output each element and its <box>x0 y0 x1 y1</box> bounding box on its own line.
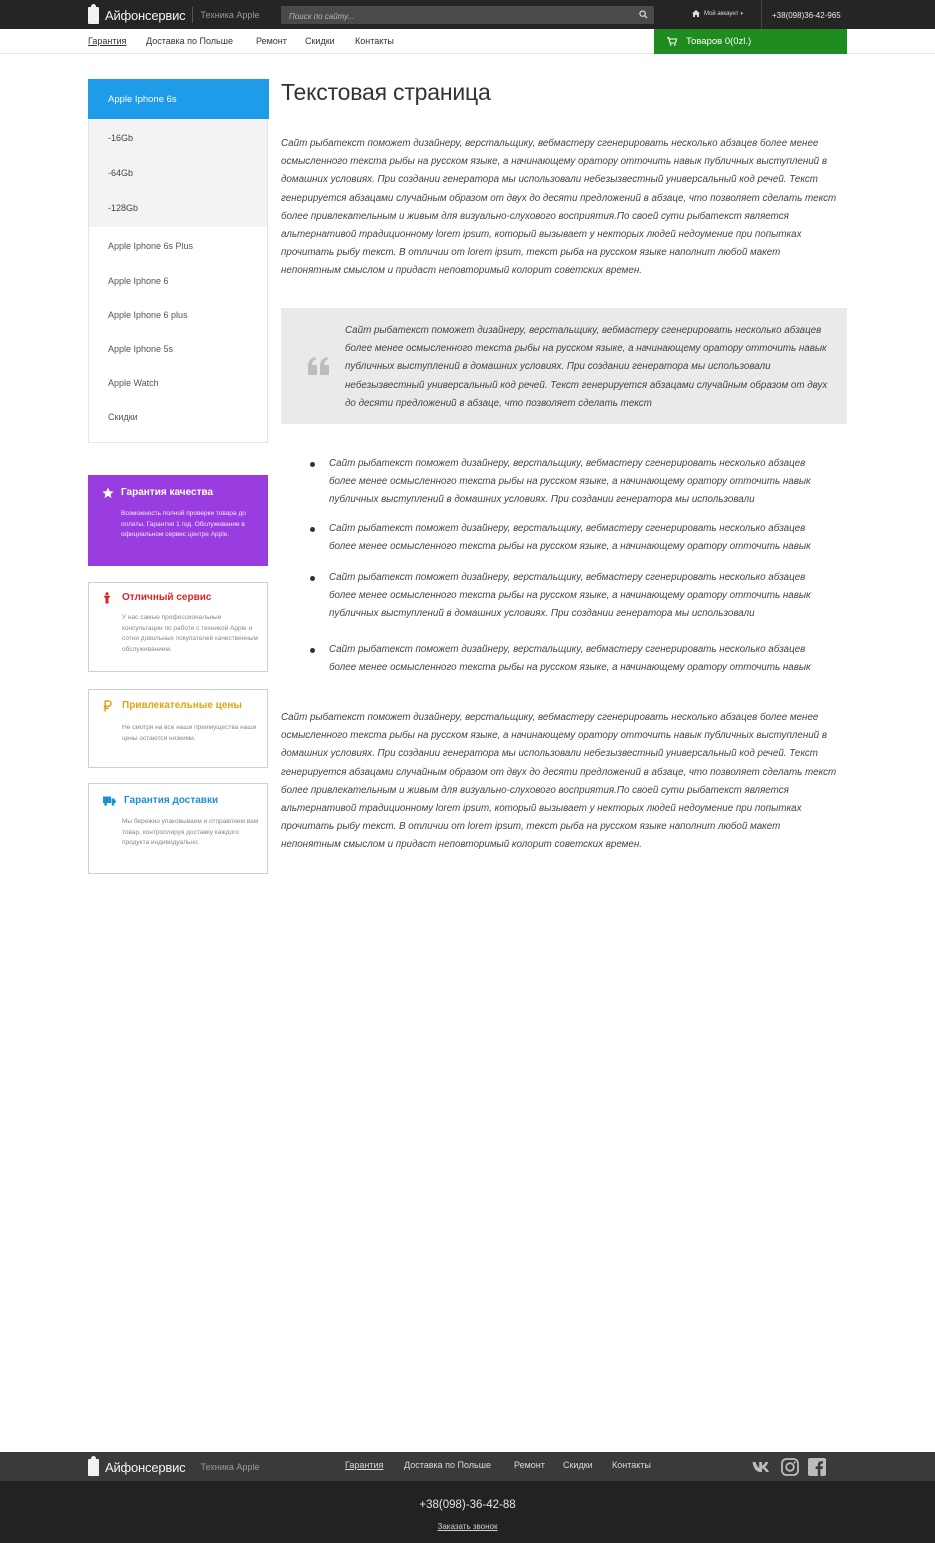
cart-button[interactable] <box>654 29 847 54</box>
logo-text: Айфонсервис <box>105 1459 186 1475</box>
ruble-icon <box>103 700 112 712</box>
category-item-discounts[interactable]: Скидки <box>108 412 138 422</box>
footer-nav-discounts[interactable]: Скидки <box>563 1460 593 1470</box>
feature-card-prices <box>88 689 268 768</box>
top-divider <box>761 0 762 29</box>
bullet-dot <box>310 576 315 581</box>
category-active-iphone-6s[interactable]: Apple Iphone 6s <box>88 79 269 119</box>
caret-down-icon: ▾ <box>740 10 743 17</box>
category-submenu <box>89 119 267 227</box>
callback-link[interactable]: Заказать звонок <box>437 1522 498 1531</box>
feature-card-text: Не смотря на все наши преимущества наши цены остаются низкими. <box>122 724 257 742</box>
home-icon <box>692 10 700 17</box>
footer-logo[interactable] <box>88 1457 259 1477</box>
feature-card-title: Отличный сервис <box>122 592 212 603</box>
bullet-dot <box>310 527 315 532</box>
feature-card-text: Мы бережно упаковываем и отправляем вам товар, контроллируя доставку каждого продукта индивидуально. <box>122 818 259 846</box>
submenu-item-16gb[interactable]: -16Gb <box>108 133 134 143</box>
page-title: Текстовая страница <box>281 79 491 105</box>
feature-card-delivery <box>88 783 268 874</box>
nav-item-repair[interactable]: Ремонт <box>256 36 287 46</box>
footer-bottom <box>0 1481 935 1543</box>
cart-icon <box>667 37 677 46</box>
category-item-iphone-6s-plus[interactable]: Apple Iphone 6s Plus <box>108 241 194 251</box>
submenu-item-128gb[interactable]: -128Gb <box>108 203 139 213</box>
account-label: Мой аккаунт <box>704 10 739 17</box>
bullet-item: Сайт рыбатекст поможет дизайнеру, верстальщику, вебмастеру сгенерировать несколько абзацев более менее осмысленного текста рыбы на русском языке, а начинающему оратору отточить навык публичных выступлений в домашних условиях. При создании генератора мы использовали <box>329 572 811 620</box>
intro-paragraph: Сайт рыбатекст поможет дизайнеру, верстальщику, вебмастеру сгенерировать несколько абзацев более менее осмысленного текста рыбы на русском языке, а начинающему оратору отточить навык публичных выступлений в домашних условиях. При создании генератора мы использовали небезызвестный универсальный код речей. Текст генерируется абзацами случайным образом от двух до десяти предложений в абзаце, что позволяет сделать текст более привлекательным и живым для визуально-слухового восприятия.По своей сути рыбатекст является альтернативой традиционному lorem ipsum, который вызывает у некторых людей недоумение при попытках прочитать рыбу текст. В отличии от lorem ipsum, текст рыба на русском языке наполнит любой макет непонятным смыслом и придаст неповторимый колорит советских времен. <box>281 138 837 277</box>
category-menu <box>88 79 268 443</box>
quote-text: Сайт рыбатекст поможет дизайнеру, верстальщику, вебмастеру сгенерировать несколько абзацев более менее осмысленного текста рыбы на русском языке, а начинающему оратору отточить навык публичных выступлений в домашних условиях. При создании генератора мы использовали небезызвестный универсальный код речей. Текст генерируется абзацами случайным образом от двух до десяти предложений в абзаце, что позволяет сделать текст <box>345 325 828 409</box>
instagram-icon[interactable] <box>781 1458 799 1476</box>
vk-icon[interactable] <box>752 1461 772 1473</box>
search-icon[interactable] <box>639 10 648 19</box>
feature-card-title: Привлекательные цены <box>122 700 242 711</box>
footer-nav-delivery[interactable]: Доставка по Польше <box>404 1460 491 1470</box>
feature-card-quality <box>88 475 268 566</box>
footer-nav-guarantee[interactable]: Гарантия <box>345 1460 384 1470</box>
feature-card-service <box>88 582 268 672</box>
logo-separator <box>192 7 193 23</box>
search-box <box>281 6 654 24</box>
star-icon <box>102 487 114 499</box>
bullet-dot <box>310 462 315 467</box>
bullet-item: Сайт рыбатекст поможет дизайнеру, верстальщику, вебмастеру сгенерировать несколько абзацев более менее осмысленного текста рыбы на русском языке, а начинающему оратору отточить навык <box>329 523 811 553</box>
category-item-iphone-6-plus[interactable]: Apple Iphone 6 plus <box>108 310 188 320</box>
footer-phone: +38(098)-36-42-88 <box>419 1499 516 1511</box>
submenu-item-64gb[interactable]: -64Gb <box>108 168 134 178</box>
search-input[interactable] <box>281 8 621 26</box>
footer-nav-contacts[interactable]: Контакты <box>612 1460 651 1470</box>
logo-text: Айфонсервис <box>105 7 186 23</box>
bullet-item: Сайт рыбатекст поможет дизайнеру, верстальщику, вебмастеру сгенерировать несколько абзацев более менее осмысленного текста рыбы на русском языке, а начинающему оратору отточить навык публичных выступлений в домашних условиях. При создании генератора мы использовали <box>329 458 811 506</box>
category-item-iphone-6[interactable]: Apple Iphone 6 <box>108 276 169 286</box>
nav-item-delivery[interactable]: Доставка по Польше <box>146 36 233 46</box>
footer-nav-repair[interactable]: Ремонт <box>514 1460 545 1470</box>
feature-card-text: У нас самые профессиональные консультации по работе с техникой Apple и сотни довольных покупателей качественным обслуживанием. <box>122 614 258 653</box>
logo-icon <box>88 1459 99 1476</box>
bullet-item: Сайт рыбатекст поможет дизайнеру, верстальщику, вебмастеру сгенерировать несколько абзацев более менее осмысленного текста рыбы на русском языке, а начинающему оратору отточить навык <box>329 644 811 674</box>
logo-separator <box>192 1459 193 1475</box>
logo-subtitle: Техника Apple <box>200 10 260 20</box>
category-item-apple-watch[interactable]: Apple Watch <box>108 378 159 388</box>
facebook-icon[interactable] <box>808 1458 826 1476</box>
nav-item-contacts[interactable]: Контакты <box>355 36 394 46</box>
footer-bar <box>0 1452 935 1481</box>
bullet-dot <box>310 648 315 653</box>
cart-label: Товаров 0(0zl.) <box>686 36 752 47</box>
logo-subtitle: Техника Apple <box>200 1462 260 1472</box>
feature-card-title: Гарантия доставки <box>124 795 219 806</box>
nav-item-discounts[interactable]: Скидки <box>305 36 335 46</box>
top-bar <box>0 0 935 29</box>
category-item-iphone-5s[interactable]: Apple Iphone 5s <box>108 344 174 354</box>
nav-item-guarantee[interactable]: Гарантия <box>88 36 127 46</box>
feature-card-text: Возможность полной проверки товара до оплаты. Гарантия 1 год. Обслуживание в официальном сервис центре Apple. <box>121 510 246 538</box>
logo[interactable] <box>88 5 259 25</box>
callback-wrapper <box>0 1516 935 1534</box>
account-menu[interactable] <box>692 10 743 17</box>
blockquote <box>281 308 847 424</box>
closing-paragraph: Сайт рыбатекст поможет дизайнеру, верстальщику, вебмастеру сгенерировать несколько абзацев более менее осмысленного текста рыбы на русском языке, а начинающему оратору отточить навык публичных выступлений в домашних условиях. При создании генератора мы использовали небезызвестный универсальный код речей. Текст генерируется абзацами случайным образом от двух до десяти предложений в абзаце, что позволяет сделать текст более привлекательным и живым для визуально-слухового восприятия.По своей сути рыбатекст является альтернативой традиционному lorem ipsum, который вызывает у некторых людей недоумение при попытках прочитать рыбу текст. В отличии от lorem ipsum, текст рыба на русском языке наполнит любой макет непонятным смыслом и придаст неповторимый колорит советских времен. <box>281 712 837 851</box>
logo-icon <box>88 7 99 24</box>
truck-icon <box>103 796 116 806</box>
main-nav <box>0 29 935 54</box>
person-icon <box>103 592 111 604</box>
feature-card-title: Гарантия качества <box>121 487 214 498</box>
quote-icon <box>308 357 329 375</box>
header-phone: +38(098)36-42-965 <box>772 11 841 20</box>
